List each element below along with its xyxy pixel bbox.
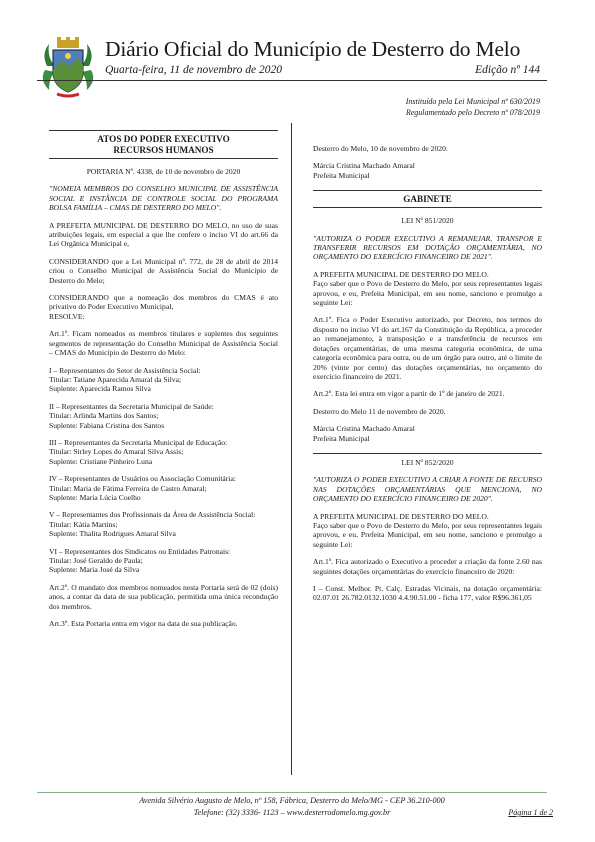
- paragraph: CONSIDERANDO que a nomeação dos membros do CMAS é ato privativo do Poder Executivo Municipal,: [49, 293, 278, 312]
- titular: Titular: Kátia Martins;: [49, 519, 118, 529]
- left-column: [49, 130, 278, 636]
- rule: [313, 453, 542, 454]
- article: Art.1º. Fica o Poder Executivo autorizado, por Decreto, nos termos do disposto no inciso VI do art.167 da Constituição da República, a proceder ao remanejamento, à transposição e a transferência de recursos em dotações orçamentárias, de uma mesma categoria econômica, de uma categoria econômica para outra, ou de um órgão para outro, até o limite de 20% (vinte por cento) das dotações orçamentárias, no orçamento do exercício financeiro de 2021.: [313, 315, 542, 381]
- suplente: Suplente: Fabiana Cristina dos Santos: [49, 420, 165, 430]
- suplente: Suplente: Thalita Rodrigues Amaral Silva: [49, 529, 176, 539]
- titular: Titular: Maria de Fátima Ferreira de Castro Amaral;: [49, 483, 207, 493]
- signature-block: [313, 161, 542, 180]
- member-group: [49, 438, 278, 466]
- article: Art.1º. Fica autorizado o Executivo a proceder a criação da fonte 2.60 nas seguintes dotações orçamentárias do exercício financeiro de 2020:: [313, 557, 542, 576]
- member-group: [49, 474, 278, 502]
- preamble-line: A PREFEITA MUNICIPAL DE DESTERRO DO MELO.: [313, 269, 489, 279]
- portaria-ementa: "NOMEIA MEMBROS DO CONSELHO MUNICIPAL DE ASSISTÊNCIA SOCIAL E INSTÂNCIA DE CONTROLE SOCIAL DO PROGRAMA BOLSA FAMÍLIA – CMAS DE DESTERRO DO MELO".: [49, 184, 278, 213]
- law-ementa: "AUTORIZA O PODER EXECUTIVO A REMANEJAR, TRANSPOR E TRANSFERIR RECURSOS EM DOTAÇÃO ORÇAMENTÁRIA, NO ORÇAMENTO DO EXERCÍCIO FINANCEIRO DE 2021".: [313, 233, 542, 262]
- journal-title: Diário Oficial do Município de Desterro do Melo: [105, 37, 521, 61]
- group-title: V – Representantes dos Profissionais da Área de Assistência Social:: [49, 510, 256, 520]
- preamble-text: Faço saber que o Povo de Desterro do Melo, por seus representantes legais aprovou, e eu, Prefeita Municipal, em seu nome, sanciono e promulgo a seguinte Lei:: [313, 520, 542, 549]
- suplente: Suplente: Aparecida Ramos Silva: [49, 384, 151, 394]
- issue-date: Quarta-feira, 11 de novembro de 2020: [105, 64, 282, 76]
- signature-block: [313, 424, 542, 443]
- article: Art.2º. O mandato dos membros nomeados nesta Portaria será de 02 (dois) anos, a contar da data de sua publicação, permitida uma única recondução dos membros.: [49, 582, 278, 611]
- suplente: Suplente: Maria Lúcia Coelho: [49, 492, 141, 502]
- article: Art.3º. Esta Portaria entra em vigor na data de sua publicação.: [49, 619, 238, 629]
- section-title-hr: RECURSOS HUMANOS: [113, 145, 214, 155]
- law-title: LEI Nº 852/2020: [401, 457, 454, 467]
- budget-item: I – Const. Melhor. Pt. Calç. Estradas Vicinais, na dotação orçamentária: 02.07.01 26.782.0132.1030 4.4.90.51.00 - ficha 177, valor R$96.361,05: [313, 584, 542, 603]
- group-title: I – Representantes do Setor de Assistência Social:: [49, 365, 201, 375]
- paragraph: A PREFEITA MUNICIPAL DE DESTERRO DO MELO, no uso de suas atribuições legais, em especial a que lhe confere o inciso VI do art.66 da Lei Orgânica Municipal e,: [49, 220, 278, 249]
- group-title: III – Representantes da Secretaria Municipal de Educação:: [49, 437, 228, 447]
- page-number: Página 1 de 2: [508, 808, 553, 817]
- titular: Titular: José Geraldo de Paula;: [49, 556, 143, 565]
- resolve-text: RESOLVE:: [49, 311, 85, 321]
- preamble-text: Faço saber que o Povo de Desterro do Melo, por seus representantes legais aprovou, e eu, Prefeita Municipal, em seu nome, sanciono e promulgo a seguinte Lei:: [313, 279, 542, 308]
- section-heading: [49, 130, 278, 159]
- regulation-decree: Regulamentado pelo Decreto nº 078/2019: [405, 108, 540, 117]
- law-preamble: [313, 512, 542, 550]
- paragraph: CONSIDERANDO que a Lei Municipal nº. 772, de 28 de abril de 2014 criou o Conselho Municipal de Assistência Social do Município de Desterro do Melo;: [49, 256, 278, 285]
- suplente: Suplente: Cristiane Pinheiro Luna: [49, 456, 153, 466]
- group-title: VI – Representantes dos Sindicatos ou Entidades Patronais:: [49, 546, 231, 556]
- law-ementa: "AUTORIZA O PODER EXECUTIVO A CRIAR A FONTE DE RECURSO NAS DOTAÇÕES ORÇAMENTÁRIAS QUE MENCIONA, NO ORÇAMENTO DO EXERCÍCIO FINANCEIRO DE 2020".: [313, 475, 542, 504]
- signer-name: Márcia Cristina Machado Amaral: [313, 424, 415, 434]
- suplente: Suplente: Maria José da Silva: [49, 565, 140, 575]
- institution-law: Instituído pela Lei Municipal nº 630/2019: [405, 97, 540, 106]
- group-title: II – Representantes da Secretaria Municipal de Saúde:: [49, 401, 214, 411]
- column-divider: [291, 123, 292, 775]
- footer-contact: Telefone: (32) 3336- 1123 – www.desterrodomelo.mg.gov.br: [193, 808, 391, 817]
- municipal-coat-of-arms: [37, 36, 99, 98]
- signer-role: Prefeita Municipal: [313, 433, 370, 443]
- article: Art.1º. Ficam nomeados os membros titulares e suplentes dos seguintes segmentos de representação do Conselho Municipal de Assistência Social – CMAS do Município de Desterro do Melo:: [49, 329, 278, 358]
- portaria-title: PORTARIA Nº. 4338, de 10 de novembro de 2020: [86, 167, 241, 176]
- preamble-line: A PREFEITA MUNICIPAL DE DESTERRO DO MELO.: [313, 511, 489, 521]
- titular: Titular: Sirley Lopes do Amaral Silva Assis;: [49, 447, 184, 457]
- article: Art.2º. Esta lei entra em vigor a partir de 1º de janeiro de 2021.: [313, 389, 505, 399]
- member-group: [49, 402, 278, 430]
- section-title-executive: ATOS DO PODER EXECUTIVO: [97, 134, 230, 144]
- law-preamble: [313, 270, 542, 308]
- right-column: [313, 144, 542, 611]
- footer-address: Avenida Silvério Augusto de Melo, nº 158, Fábrica, Desterro do Melo/MG - CEP 36.210-000: [139, 796, 445, 805]
- signer-role: Prefeita Municipal: [313, 170, 370, 180]
- member-group: [49, 366, 278, 394]
- titular: Titular: Tatiane Aparecida Amaral da Silva;: [49, 374, 182, 384]
- titular: Titular: Arlinda Martins dos Santos;: [49, 411, 159, 421]
- member-group: [49, 547, 278, 575]
- section-heading-gabinete: GABINETE: [313, 190, 542, 208]
- place-date: Desterro do Melo, 10 de novembro de 2020.: [313, 144, 448, 153]
- edition-number: Edição nº 144: [475, 64, 540, 76]
- header-rule: [37, 80, 547, 81]
- place-date: Desterro do Melo 11 de novembro de 2020.: [313, 406, 446, 416]
- law-title: LEI Nº 851/2020: [401, 216, 454, 226]
- member-group: [49, 510, 278, 538]
- group-title: IV – Representantes de Usuários ou Associação Comunitária:: [49, 474, 236, 484]
- signer-name: Márcia Cristina Machado Amaral: [313, 161, 415, 171]
- footer-rule: [37, 792, 547, 793]
